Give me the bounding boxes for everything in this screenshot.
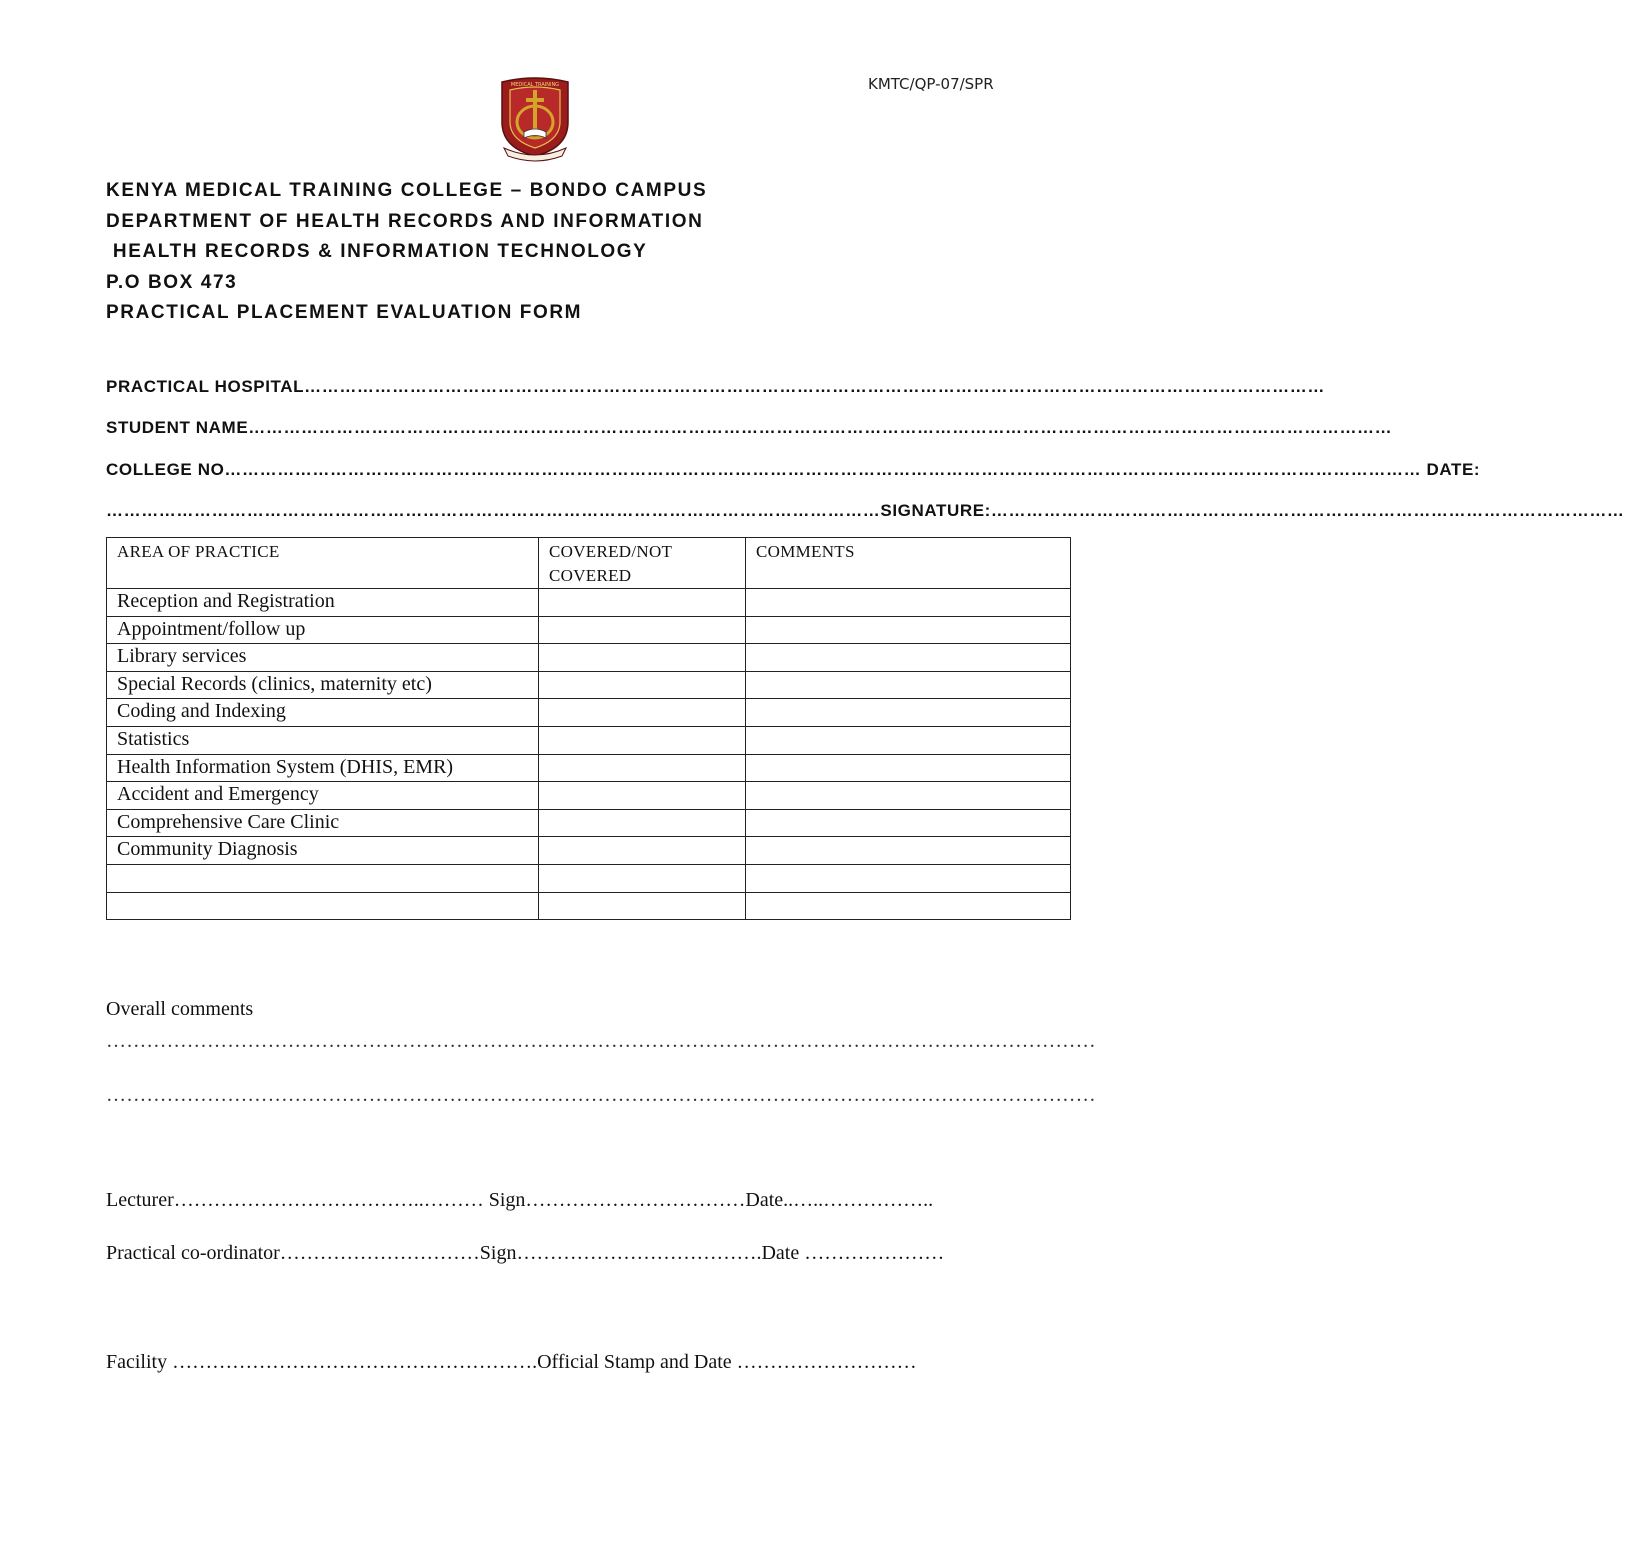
- area-cell: Special Records (clinics, maternity etc): [107, 671, 539, 699]
- area-cell: Library services: [107, 644, 539, 672]
- comments-cell[interactable]: [746, 699, 1071, 727]
- header-line-department: DEPARTMENT OF HEALTH RECORDS AND INFORMATION: [106, 210, 704, 232]
- header-line-address: P.O BOX 473: [106, 271, 238, 293]
- comments-cell[interactable]: [746, 837, 1071, 865]
- comments-cell[interactable]: [746, 782, 1071, 810]
- header-comments: COMMENTS: [746, 538, 1071, 589]
- practical-hospital-field[interactable]: PRACTICAL HOSPITAL…………………………………………………………………………………………………………………………………………………………: [106, 377, 1325, 396]
- comments-cell[interactable]: [746, 589, 1071, 617]
- document-code: KMTC/QP-07/SPR: [868, 75, 994, 93]
- comments-cell[interactable]: [746, 864, 1071, 892]
- comments-cell[interactable]: [746, 809, 1071, 837]
- area-cell: Statistics: [107, 726, 539, 754]
- area-cell[interactable]: [107, 892, 539, 920]
- table-row: [107, 864, 1071, 892]
- table-row: [107, 644, 1071, 672]
- lecturer-signoff-line[interactable]: Lecturer………………………………..……… Sign……………………………Date..…..……………..: [106, 1189, 934, 1211]
- facility-stamp-line[interactable]: Facility ……………………………………………….Official Stamp and Date ………………………: [106, 1351, 917, 1373]
- comments-cell[interactable]: [746, 726, 1071, 754]
- covered-cell[interactable]: [539, 892, 746, 920]
- covered-cell[interactable]: [539, 809, 746, 837]
- area-cell: Reception and Registration: [107, 589, 539, 617]
- student-name-field[interactable]: STUDENT NAME……………………………………………………………………………………………………………………………………………………………………………: [106, 418, 1393, 437]
- covered-cell[interactable]: [539, 782, 746, 810]
- table-row: [107, 809, 1071, 837]
- area-cell: Comprehensive Care Clinic: [107, 809, 539, 837]
- table-row: [107, 892, 1071, 920]
- covered-cell[interactable]: [539, 864, 746, 892]
- table-row: [107, 837, 1071, 865]
- comments-cell[interactable]: [746, 754, 1071, 782]
- college-no-date-field[interactable]: COLLEGE NO…………………………………………………………………………………………………………………………………………………………………………………… DATE:: [106, 460, 1481, 479]
- area-cell: Coding and Indexing: [107, 699, 539, 727]
- table-row: [107, 782, 1071, 810]
- table-row: [107, 589, 1071, 617]
- form-title: PRACTICAL PLACEMENT EVALUATION FORM: [106, 302, 583, 323]
- overall-comments-label: Overall comments: [106, 998, 254, 1020]
- crest-lettering: MEDICAL TRAINING: [510, 82, 560, 88]
- signature-field[interactable]: ……………………………………………………………………………………………………………………SIGNATURE:………………………………………………………………………………………………: [106, 501, 1625, 520]
- coordinator-signoff-line[interactable]: Practical co-ordinator…………………………Sign……………………………….Date …………………: [106, 1242, 945, 1264]
- table-row: [107, 754, 1071, 782]
- overall-comments-line-2[interactable]: …………………………………………………………………………………………………………………………………: [106, 1084, 1096, 1106]
- covered-cell[interactable]: [539, 671, 746, 699]
- area-cell: Community Diagnosis: [107, 837, 539, 865]
- area-cell[interactable]: [107, 864, 539, 892]
- covered-cell[interactable]: [539, 644, 746, 672]
- area-of-practice-table: [106, 537, 1071, 920]
- college-header: [106, 176, 707, 329]
- comments-cell[interactable]: [746, 671, 1071, 699]
- table-row: [107, 699, 1071, 727]
- overall-comments-line-1[interactable]: …………………………………………………………………………………………………………………………………: [106, 1030, 1096, 1052]
- header-line-programme: HEALTH RECORDS & INFORMATION TECHNOLOGY: [106, 241, 648, 262]
- header-area-of-practice: AREA OF PRACTICE: [107, 538, 539, 589]
- comments-cell[interactable]: [746, 644, 1071, 672]
- covered-cell[interactable]: [539, 726, 746, 754]
- covered-cell[interactable]: [539, 699, 746, 727]
- area-cell: Accident and Emergency: [107, 782, 539, 810]
- header-line-college: KENYA MEDICAL TRAINING COLLEGE – BONDO CAMPUS: [106, 180, 708, 201]
- table-row: [107, 616, 1071, 644]
- table-row: [107, 726, 1071, 754]
- area-cell: Appointment/follow up: [107, 616, 539, 644]
- header-covered-not-covered: COVERED/NOT COVERED: [539, 538, 746, 589]
- college-crest-logo: [496, 76, 574, 158]
- covered-cell[interactable]: [539, 754, 746, 782]
- covered-cell[interactable]: [539, 616, 746, 644]
- table-header-row: [107, 538, 1071, 589]
- covered-cell[interactable]: [539, 589, 746, 617]
- table-row: [107, 671, 1071, 699]
- comments-cell[interactable]: [746, 892, 1071, 920]
- covered-cell[interactable]: [539, 837, 746, 865]
- area-cell: Health Information System (DHIS, EMR): [107, 754, 539, 782]
- comments-cell[interactable]: [746, 616, 1071, 644]
